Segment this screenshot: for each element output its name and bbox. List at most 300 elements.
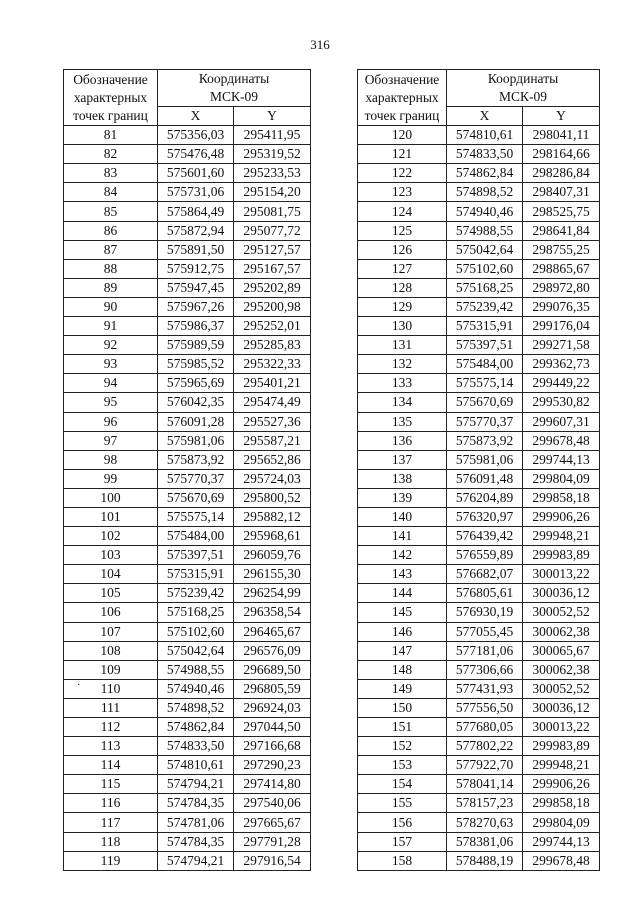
table-row bbox=[358, 221, 600, 240]
y-coordinate-cell: 299858,18 bbox=[523, 488, 600, 507]
y-coordinate-cell: 299744,13 bbox=[523, 832, 600, 851]
x-coordinate-cell: 576439,42 bbox=[447, 527, 523, 546]
table-row bbox=[358, 126, 600, 145]
y-coordinate-cell: 299678,48 bbox=[523, 851, 600, 870]
point-number-cell: 132 bbox=[358, 355, 447, 374]
table-row bbox=[358, 278, 600, 297]
point-number-cell: 117 bbox=[64, 813, 158, 832]
point-number-cell: 86 bbox=[64, 221, 158, 240]
y-coordinate-cell: 295411,95 bbox=[234, 126, 311, 145]
table-row bbox=[358, 317, 600, 336]
y-coordinate-cell: 296059,76 bbox=[234, 546, 311, 565]
y-coordinate-cell: 298972,80 bbox=[523, 278, 600, 297]
table-row bbox=[64, 775, 311, 794]
x-coordinate-cell: 575912,75 bbox=[158, 259, 234, 278]
table-row bbox=[64, 488, 311, 507]
point-number-cell: 107 bbox=[64, 622, 158, 641]
y-coordinate-cell: 296805,59 bbox=[234, 679, 311, 698]
x-coordinate-cell: 575872,94 bbox=[158, 221, 234, 240]
x-coordinate-cell: 574862,84 bbox=[158, 718, 234, 737]
y-coordinate-cell: 299804,09 bbox=[523, 469, 600, 488]
table-row bbox=[358, 622, 600, 641]
point-number-cell: 98 bbox=[64, 450, 158, 469]
header-label-line1: Обозначение bbox=[364, 71, 440, 87]
x-coordinate-cell: 575770,37 bbox=[158, 469, 234, 488]
point-number-cell: 116 bbox=[64, 794, 158, 813]
x-coordinate-cell: 576682,07 bbox=[447, 565, 523, 584]
header-coordinates bbox=[447, 70, 600, 107]
point-number-cell: 113 bbox=[64, 737, 158, 756]
table-row bbox=[64, 393, 311, 412]
point-number-cell: 130 bbox=[358, 317, 447, 336]
y-coordinate-cell: 295587,21 bbox=[234, 431, 311, 450]
table-row bbox=[358, 240, 600, 259]
x-coordinate-cell: 574784,35 bbox=[158, 794, 234, 813]
y-coordinate-cell: 296465,67 bbox=[234, 622, 311, 641]
point-number-cell: 126 bbox=[358, 240, 447, 259]
point-number-cell: 148 bbox=[358, 660, 447, 679]
point-number-cell: 95 bbox=[64, 393, 158, 412]
point-number-cell: 104 bbox=[64, 565, 158, 584]
coordinates-table-right bbox=[357, 69, 600, 871]
table-row bbox=[358, 603, 600, 622]
header-x: X bbox=[447, 107, 523, 126]
x-coordinate-cell: 575873,92 bbox=[158, 450, 234, 469]
header-point-designation bbox=[358, 70, 447, 126]
y-coordinate-cell: 299449,22 bbox=[523, 374, 600, 393]
point-number-cell: 89 bbox=[64, 278, 158, 297]
table-row bbox=[64, 317, 311, 336]
x-coordinate-cell: 574810,61 bbox=[158, 756, 234, 775]
point-number-cell: 139 bbox=[358, 488, 447, 507]
x-coordinate-cell: 575356,03 bbox=[158, 126, 234, 145]
y-coordinate-cell: 295527,36 bbox=[234, 412, 311, 431]
x-coordinate-cell: 575770,37 bbox=[447, 412, 523, 431]
x-coordinate-cell: 574781,06 bbox=[158, 813, 234, 832]
point-number-cell: 144 bbox=[358, 584, 447, 603]
x-coordinate-cell: 574794,21 bbox=[158, 851, 234, 870]
table-row bbox=[64, 527, 311, 546]
x-coordinate-cell: 575168,25 bbox=[158, 603, 234, 622]
x-coordinate-cell: 575042,64 bbox=[158, 641, 234, 660]
point-number-cell: 100 bbox=[64, 488, 158, 507]
x-coordinate-cell: 574862,84 bbox=[447, 164, 523, 183]
header-coords-line2: МСК-09 bbox=[498, 89, 547, 104]
point-number-cell: 90 bbox=[64, 297, 158, 316]
x-coordinate-cell: 575891,50 bbox=[158, 240, 234, 259]
point-number-cell: 118 bbox=[64, 832, 158, 851]
y-coordinate-cell: 300013,22 bbox=[523, 565, 600, 584]
y-coordinate-cell: 295800,52 bbox=[234, 488, 311, 507]
y-coordinate-cell: 300062,38 bbox=[523, 622, 600, 641]
x-coordinate-cell: 575168,25 bbox=[447, 278, 523, 297]
y-coordinate-cell: 295167,57 bbox=[234, 259, 311, 278]
point-number-cell: 124 bbox=[358, 202, 447, 221]
x-coordinate-cell: 575731,06 bbox=[158, 183, 234, 202]
table-row bbox=[358, 164, 600, 183]
table-row bbox=[358, 374, 600, 393]
table-row bbox=[358, 393, 600, 412]
table-row bbox=[64, 164, 311, 183]
x-coordinate-cell: 575967,26 bbox=[158, 297, 234, 316]
x-coordinate-cell: 575670,69 bbox=[447, 393, 523, 412]
table-row bbox=[64, 145, 311, 164]
y-coordinate-cell: 295252,01 bbox=[234, 317, 311, 336]
x-coordinate-cell: 575989,59 bbox=[158, 336, 234, 355]
y-coordinate-cell: 299948,21 bbox=[523, 756, 600, 775]
table-row bbox=[358, 412, 600, 431]
point-number-cell: 137 bbox=[358, 450, 447, 469]
point-number-cell: 112 bbox=[64, 718, 158, 737]
point-number-cell: 156 bbox=[358, 813, 447, 832]
header-coordinates bbox=[158, 70, 311, 107]
point-number-cell: 150 bbox=[358, 698, 447, 717]
y-coordinate-cell: 295154,20 bbox=[234, 183, 311, 202]
header-label-line3: точек границ bbox=[364, 107, 440, 123]
x-coordinate-cell: 575981,06 bbox=[447, 450, 523, 469]
x-coordinate-cell: 575476,48 bbox=[158, 145, 234, 164]
x-coordinate-cell: 577680,05 bbox=[447, 718, 523, 737]
table-row bbox=[64, 336, 311, 355]
point-number-cell: 121 bbox=[358, 145, 447, 164]
y-coordinate-cell: 298164,66 bbox=[523, 145, 600, 164]
table-row bbox=[64, 832, 311, 851]
x-coordinate-cell: 575947,45 bbox=[158, 278, 234, 297]
table-row bbox=[64, 297, 311, 316]
table-row bbox=[64, 469, 311, 488]
point-number-cell: 149 bbox=[358, 679, 447, 698]
y-coordinate-cell: 297791,28 bbox=[234, 832, 311, 851]
x-coordinate-cell: 575397,51 bbox=[158, 546, 234, 565]
table-row bbox=[358, 737, 600, 756]
point-number-cell: 85 bbox=[64, 202, 158, 221]
y-coordinate-cell: 295474,49 bbox=[234, 393, 311, 412]
table-row bbox=[358, 565, 600, 584]
y-coordinate-cell: 300052,52 bbox=[523, 603, 600, 622]
point-number-cell: 125 bbox=[358, 221, 447, 240]
x-coordinate-cell: 575981,06 bbox=[158, 431, 234, 450]
x-coordinate-cell: 575985,52 bbox=[158, 355, 234, 374]
table-row bbox=[64, 584, 311, 603]
y-coordinate-cell: 295285,83 bbox=[234, 336, 311, 355]
x-coordinate-cell: 577922,70 bbox=[447, 756, 523, 775]
x-coordinate-cell: 574988,55 bbox=[447, 221, 523, 240]
point-number-cell: 83 bbox=[64, 164, 158, 183]
point-number-cell: 102 bbox=[64, 527, 158, 546]
y-coordinate-cell: 298865,67 bbox=[523, 259, 600, 278]
x-coordinate-cell: 575484,00 bbox=[158, 527, 234, 546]
point-number-cell: 93 bbox=[64, 355, 158, 374]
point-number-cell: 122 bbox=[358, 164, 447, 183]
header-coords-line2: МСК-09 bbox=[209, 89, 258, 104]
y-coordinate-cell: 295127,57 bbox=[234, 240, 311, 259]
point-number-cell: 131 bbox=[358, 336, 447, 355]
y-coordinate-cell: 299744,13 bbox=[523, 450, 600, 469]
point-number-cell: 96 bbox=[64, 412, 158, 431]
y-coordinate-cell: 300062,38 bbox=[523, 660, 600, 679]
point-number-cell: 128 bbox=[358, 278, 447, 297]
y-coordinate-cell: 297166,68 bbox=[234, 737, 311, 756]
y-coordinate-cell: 299176,04 bbox=[523, 317, 600, 336]
point-number-cell: 133 bbox=[358, 374, 447, 393]
point-number-cell: 103 bbox=[64, 546, 158, 565]
scan-speck: · bbox=[77, 680, 81, 691]
y-coordinate-cell: 295652,86 bbox=[234, 450, 311, 469]
table-row bbox=[64, 412, 311, 431]
x-coordinate-cell: 576930,19 bbox=[447, 603, 523, 622]
table-row bbox=[358, 183, 600, 202]
header-label-line3: точек границ bbox=[73, 107, 148, 123]
x-coordinate-cell: 575864,49 bbox=[158, 202, 234, 221]
y-coordinate-cell: 296254,99 bbox=[234, 584, 311, 603]
table-body-right bbox=[358, 126, 600, 871]
x-coordinate-cell: 575397,51 bbox=[447, 336, 523, 355]
point-number-cell: 99 bbox=[64, 469, 158, 488]
x-coordinate-cell: 574940,46 bbox=[158, 679, 234, 698]
table-row bbox=[64, 641, 311, 660]
header-y: Y bbox=[523, 107, 600, 126]
point-number-cell: 145 bbox=[358, 603, 447, 622]
point-number-cell: 115 bbox=[64, 775, 158, 794]
point-number-cell: 106 bbox=[64, 603, 158, 622]
table-row bbox=[358, 756, 600, 775]
header-label-line2: характерных bbox=[73, 89, 148, 105]
point-number-cell: 110 bbox=[64, 679, 158, 698]
y-coordinate-cell: 299271,58 bbox=[523, 336, 600, 355]
x-coordinate-cell: 575239,42 bbox=[158, 584, 234, 603]
point-number-cell: 92 bbox=[64, 336, 158, 355]
y-coordinate-cell: 295319,52 bbox=[234, 145, 311, 164]
point-number-cell: 140 bbox=[358, 507, 447, 526]
point-number-cell: 82 bbox=[64, 145, 158, 164]
y-coordinate-cell: 296358,54 bbox=[234, 603, 311, 622]
point-number-cell: 88 bbox=[64, 259, 158, 278]
table-row bbox=[358, 813, 600, 832]
y-coordinate-cell: 296576,09 bbox=[234, 641, 311, 660]
y-coordinate-cell: 299530,82 bbox=[523, 393, 600, 412]
header-label-line1: Обозначение bbox=[73, 71, 148, 87]
y-coordinate-cell: 297665,67 bbox=[234, 813, 311, 832]
point-number-cell: 111 bbox=[64, 698, 158, 717]
x-coordinate-cell: 575315,91 bbox=[447, 317, 523, 336]
y-coordinate-cell: 299362,73 bbox=[523, 355, 600, 374]
point-number-cell: 157 bbox=[358, 832, 447, 851]
y-coordinate-cell: 295882,12 bbox=[234, 507, 311, 526]
x-coordinate-cell: 574810,61 bbox=[447, 126, 523, 145]
x-coordinate-cell: 576805,61 bbox=[447, 584, 523, 603]
point-number-cell: 158 bbox=[358, 851, 447, 870]
table-row bbox=[64, 718, 311, 737]
x-coordinate-cell: 578270,63 bbox=[447, 813, 523, 832]
y-coordinate-cell: 299983,89 bbox=[523, 546, 600, 565]
point-number-cell: 94 bbox=[64, 374, 158, 393]
table-row bbox=[358, 507, 600, 526]
table-row bbox=[64, 698, 311, 717]
x-coordinate-cell: 576320,97 bbox=[447, 507, 523, 526]
x-coordinate-cell: 575102,60 bbox=[447, 259, 523, 278]
table-row bbox=[358, 450, 600, 469]
point-number-cell: 152 bbox=[358, 737, 447, 756]
header-label-line2: характерных bbox=[365, 89, 439, 105]
y-coordinate-cell: 295202,89 bbox=[234, 278, 311, 297]
table-row bbox=[358, 584, 600, 603]
point-number-cell: 141 bbox=[358, 527, 447, 546]
x-coordinate-cell: 575575,14 bbox=[158, 507, 234, 526]
y-coordinate-cell: 298525,75 bbox=[523, 202, 600, 221]
table-row bbox=[64, 756, 311, 775]
table-row bbox=[64, 851, 311, 870]
x-coordinate-cell: 576042,35 bbox=[158, 393, 234, 412]
y-coordinate-cell: 299858,18 bbox=[523, 794, 600, 813]
header-coords-line1: Координаты bbox=[198, 71, 270, 86]
header-point-designation bbox=[64, 70, 158, 126]
x-coordinate-cell: 574794,21 bbox=[158, 775, 234, 794]
table-row bbox=[64, 660, 311, 679]
point-number-cell: 119 bbox=[64, 851, 158, 870]
point-number-cell: 154 bbox=[358, 775, 447, 794]
y-coordinate-cell: 297540,06 bbox=[234, 794, 311, 813]
table-row bbox=[64, 374, 311, 393]
x-coordinate-cell: 574988,55 bbox=[158, 660, 234, 679]
table-row bbox=[358, 775, 600, 794]
table-row bbox=[64, 126, 311, 145]
x-coordinate-cell: 575575,14 bbox=[447, 374, 523, 393]
table-body-left bbox=[64, 126, 311, 871]
point-number-cell: 147 bbox=[358, 641, 447, 660]
y-coordinate-cell: 295724,03 bbox=[234, 469, 311, 488]
x-coordinate-cell: 576091,28 bbox=[158, 412, 234, 431]
x-coordinate-cell: 575484,00 bbox=[447, 355, 523, 374]
table-row bbox=[64, 794, 311, 813]
x-coordinate-cell: 577306,66 bbox=[447, 660, 523, 679]
y-coordinate-cell: 295322,33 bbox=[234, 355, 311, 374]
x-coordinate-cell: 577431,93 bbox=[447, 679, 523, 698]
y-coordinate-cell: 298755,25 bbox=[523, 240, 600, 259]
table-row bbox=[358, 698, 600, 717]
y-coordinate-cell: 299678,48 bbox=[523, 431, 600, 450]
table-row bbox=[358, 660, 600, 679]
y-coordinate-cell: 298041,11 bbox=[523, 126, 600, 145]
x-coordinate-cell: 576091,48 bbox=[447, 469, 523, 488]
table-row bbox=[358, 832, 600, 851]
table-row bbox=[358, 297, 600, 316]
y-coordinate-cell: 296924,03 bbox=[234, 698, 311, 717]
x-coordinate-cell: 577055,45 bbox=[447, 622, 523, 641]
y-coordinate-cell: 299804,09 bbox=[523, 813, 600, 832]
point-number-cell: 151 bbox=[358, 718, 447, 737]
table-row bbox=[358, 718, 600, 737]
y-coordinate-cell: 299906,26 bbox=[523, 775, 600, 794]
point-number-cell: 87 bbox=[64, 240, 158, 259]
header-coords-line1: Координаты bbox=[487, 71, 559, 86]
x-coordinate-cell: 575601,60 bbox=[158, 164, 234, 183]
table-row bbox=[358, 355, 600, 374]
y-coordinate-cell: 295077,72 bbox=[234, 221, 311, 240]
point-number-cell: 120 bbox=[358, 126, 447, 145]
point-number-cell: 155 bbox=[358, 794, 447, 813]
x-coordinate-cell: 578041,14 bbox=[447, 775, 523, 794]
table-row bbox=[64, 431, 311, 450]
y-coordinate-cell: 299607,31 bbox=[523, 412, 600, 431]
point-number-cell: 127 bbox=[358, 259, 447, 278]
x-coordinate-cell: 575239,42 bbox=[447, 297, 523, 316]
point-number-cell: 138 bbox=[358, 469, 447, 488]
table-row bbox=[64, 565, 311, 584]
x-coordinate-cell: 575873,92 bbox=[447, 431, 523, 450]
x-coordinate-cell: 577556,50 bbox=[447, 698, 523, 717]
table-row bbox=[64, 202, 311, 221]
x-coordinate-cell: 578488,19 bbox=[447, 851, 523, 870]
header-x: X bbox=[158, 107, 234, 126]
table-row bbox=[64, 546, 311, 565]
x-coordinate-cell: 577181,06 bbox=[447, 641, 523, 660]
x-coordinate-cell: 576559,89 bbox=[447, 546, 523, 565]
y-coordinate-cell: 299948,21 bbox=[523, 527, 600, 546]
x-coordinate-cell: 578157,23 bbox=[447, 794, 523, 813]
table-row bbox=[358, 679, 600, 698]
table-row bbox=[358, 431, 600, 450]
table-row bbox=[64, 813, 311, 832]
x-coordinate-cell: 576204,89 bbox=[447, 488, 523, 507]
y-coordinate-cell: 300036,12 bbox=[523, 698, 600, 717]
table-row bbox=[64, 622, 311, 641]
point-number-cell: 143 bbox=[358, 565, 447, 584]
table-row bbox=[358, 145, 600, 164]
y-coordinate-cell: 297916,54 bbox=[234, 851, 311, 870]
x-coordinate-cell: 575670,69 bbox=[158, 488, 234, 507]
x-coordinate-cell: 574898,52 bbox=[447, 183, 523, 202]
point-number-cell: 109 bbox=[64, 660, 158, 679]
y-coordinate-cell: 295081,75 bbox=[234, 202, 311, 221]
point-number-cell: 84 bbox=[64, 183, 158, 202]
point-number-cell: 101 bbox=[64, 507, 158, 526]
point-number-cell: 108 bbox=[64, 641, 158, 660]
table-row bbox=[64, 183, 311, 202]
table-row bbox=[64, 259, 311, 278]
table-row bbox=[358, 202, 600, 221]
y-coordinate-cell: 296155,30 bbox=[234, 565, 311, 584]
y-coordinate-cell: 298286,84 bbox=[523, 164, 600, 183]
y-coordinate-cell: 297414,80 bbox=[234, 775, 311, 794]
y-coordinate-cell: 295968,61 bbox=[234, 527, 311, 546]
table-row bbox=[64, 679, 311, 698]
x-coordinate-cell: 575315,91 bbox=[158, 565, 234, 584]
point-number-cell: 123 bbox=[358, 183, 447, 202]
table-row bbox=[64, 278, 311, 297]
y-coordinate-cell: 300052,52 bbox=[523, 679, 600, 698]
y-coordinate-cell: 297044,50 bbox=[234, 718, 311, 737]
table-row bbox=[358, 469, 600, 488]
y-coordinate-cell: 300013,22 bbox=[523, 718, 600, 737]
x-coordinate-cell: 574940,46 bbox=[447, 202, 523, 221]
table-row bbox=[358, 259, 600, 278]
y-coordinate-cell: 300065,67 bbox=[523, 641, 600, 660]
x-coordinate-cell: 577802,22 bbox=[447, 737, 523, 756]
point-number-cell: 81 bbox=[64, 126, 158, 145]
y-coordinate-cell: 298641,84 bbox=[523, 221, 600, 240]
point-number-cell: 135 bbox=[358, 412, 447, 431]
y-coordinate-cell: 297290,23 bbox=[234, 756, 311, 775]
y-coordinate-cell: 299983,89 bbox=[523, 737, 600, 756]
y-coordinate-cell: 300036,12 bbox=[523, 584, 600, 603]
point-number-cell: 129 bbox=[358, 297, 447, 316]
table-row bbox=[358, 641, 600, 660]
x-coordinate-cell: 574784,35 bbox=[158, 832, 234, 851]
point-number-cell: 146 bbox=[358, 622, 447, 641]
x-coordinate-cell: 575102,60 bbox=[158, 622, 234, 641]
table-row bbox=[64, 737, 311, 756]
point-number-cell: 153 bbox=[358, 756, 447, 775]
